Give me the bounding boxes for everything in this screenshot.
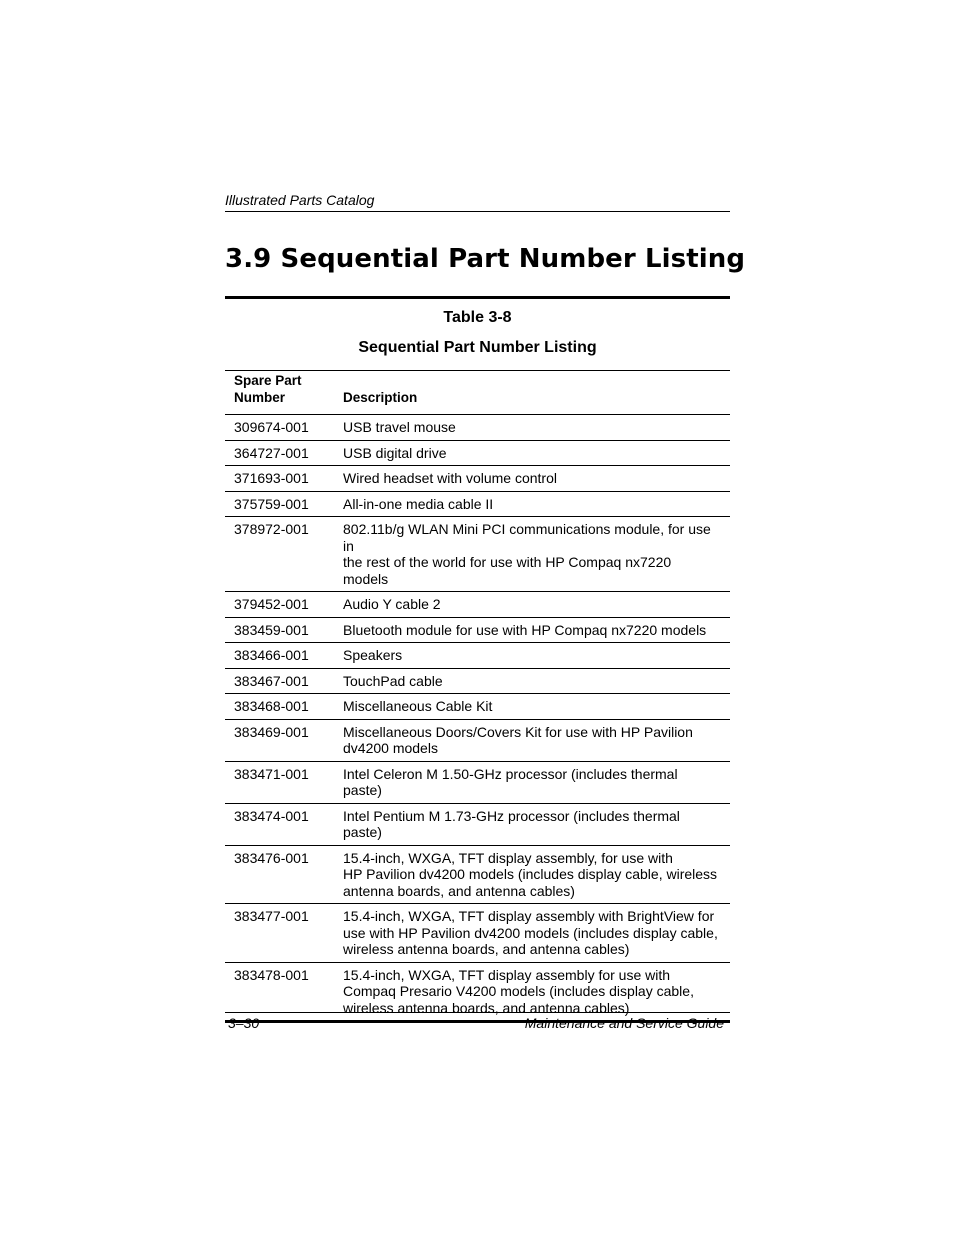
description-line: TouchPad cable xyxy=(343,672,443,689)
description-cell xyxy=(343,904,730,963)
description-cell xyxy=(343,466,730,492)
table-row xyxy=(225,668,730,694)
table-header xyxy=(225,371,730,415)
part-number-cell: 383474-001 xyxy=(234,807,309,824)
description-line: Intel Pentium M 1.73-GHz processor (includes thermal paste) xyxy=(343,807,680,840)
table-row xyxy=(225,440,730,466)
description-line: USB travel mouse xyxy=(343,419,456,435)
description-line: 802.11b/g WLAN Mini PCI communications module, for use in xyxy=(343,521,711,554)
description-line: 15.4-inch, WXGA, TFT display assembly with BrightView for xyxy=(343,908,715,924)
description-line: Miscellaneous Cable Kit xyxy=(343,698,493,714)
table-row xyxy=(225,904,730,963)
description-line: Wired headset with volume control xyxy=(343,470,557,486)
description-cell xyxy=(343,415,730,441)
table-number: Table 3-8 xyxy=(443,309,512,326)
description-line: All-in-one media cable II xyxy=(343,495,494,512)
part-number-cell: 383468-001 xyxy=(234,698,309,714)
description-cell xyxy=(343,845,730,904)
table-row xyxy=(225,761,730,803)
column-header-part-number-line1: Spare Part xyxy=(234,373,302,388)
description-line: 15.4-inch, WXGA, TFT display assembly for use with xyxy=(343,966,671,983)
parts-table xyxy=(225,370,730,1023)
description-line: the rest of the world for use with HP Compaq nx7220 models xyxy=(343,554,672,587)
description-cell xyxy=(343,491,730,517)
description-cell xyxy=(343,719,730,761)
description-line: wireless antenna boards, and antenna cables) xyxy=(343,999,630,1016)
description-cell xyxy=(343,694,730,720)
part-number-cell: 383471-001 xyxy=(234,765,309,782)
running-header xyxy=(225,191,730,212)
running-footer xyxy=(225,1012,730,1031)
part-number-cell: 375759-001 xyxy=(234,495,309,512)
table-row xyxy=(225,491,730,517)
part-number-cell: 364727-001 xyxy=(234,444,309,461)
description-line: USB digital drive xyxy=(343,444,447,461)
table-row xyxy=(225,845,730,904)
part-number-cell: 383478-001 xyxy=(234,966,309,983)
guide-title: Maintenance and Service Guide xyxy=(524,1015,724,1031)
table-row xyxy=(225,415,730,441)
description-line: Audio Y cable 2 xyxy=(343,596,441,612)
section-title: 3.9 Sequential Part Number Listing xyxy=(225,244,746,274)
table-row xyxy=(225,694,730,720)
description-line: Bluetooth module for use with HP Compaq nx7220 models xyxy=(343,621,707,638)
table-caption: Sequential Part Number Listing xyxy=(358,339,597,356)
description-line: antenna boards, and antenna cables) xyxy=(343,882,575,899)
part-number-cell: 383469-001 xyxy=(234,723,309,740)
part-number-cell: 383467-001 xyxy=(234,672,309,689)
part-number-cell: 378972-001 xyxy=(234,521,309,537)
description-cell xyxy=(343,643,730,669)
part-number-cell: 379452-001 xyxy=(234,596,309,612)
description-line: dv4200 models xyxy=(343,740,438,756)
description-cell xyxy=(343,440,730,466)
column-header-part-number xyxy=(225,371,343,415)
table-row xyxy=(225,803,730,845)
description-line: Intel Celeron M 1.50-GHz processor (includes thermal paste) xyxy=(343,765,678,798)
part-number-cell: 383476-001 xyxy=(234,849,309,866)
description-line: 15.4-inch, WXGA, TFT display assembly, for use with xyxy=(343,849,673,866)
description-cell xyxy=(343,761,730,803)
table-row xyxy=(225,719,730,761)
description-cell xyxy=(343,617,730,643)
description-line: wireless antenna boards, and antenna cables) xyxy=(343,941,630,957)
table-body xyxy=(225,415,730,1022)
description-cell xyxy=(343,517,730,592)
table-row xyxy=(225,466,730,492)
part-number-cell: 309674-001 xyxy=(234,419,309,435)
table-header-row xyxy=(225,371,730,415)
running-header-title: Illustrated Parts Catalog xyxy=(225,192,375,208)
table-row xyxy=(225,592,730,618)
table-row xyxy=(225,517,730,592)
description-line: HP Pavilion dv4200 models (includes display cable, wireless xyxy=(343,866,718,882)
table-row xyxy=(225,617,730,643)
description-cell xyxy=(343,668,730,694)
part-number-cell: 383477-001 xyxy=(234,908,309,924)
table-row xyxy=(225,643,730,669)
table-top-rule xyxy=(225,296,730,299)
description-cell xyxy=(343,592,730,618)
part-number-cell: 383459-001 xyxy=(234,621,309,638)
description-line: Compaq Presario V4200 models (includes display cable, xyxy=(343,983,694,999)
part-number-cell: 371693-001 xyxy=(234,470,309,486)
description-line: use with HP Pavilion dv4200 models (includes display cable, xyxy=(343,924,718,941)
part-number-cell: 383466-001 xyxy=(234,647,309,663)
description-cell xyxy=(343,803,730,845)
page-number: 3–30 xyxy=(228,1015,260,1031)
parts-table-block xyxy=(225,296,730,1023)
description-line: Miscellaneous Doors/Covers Kit for use with HP Pavilion xyxy=(343,723,693,740)
column-header-description: Description xyxy=(343,389,418,405)
description-line: Speakers xyxy=(343,647,403,663)
column-header-part-number-line2: Number xyxy=(234,389,286,405)
